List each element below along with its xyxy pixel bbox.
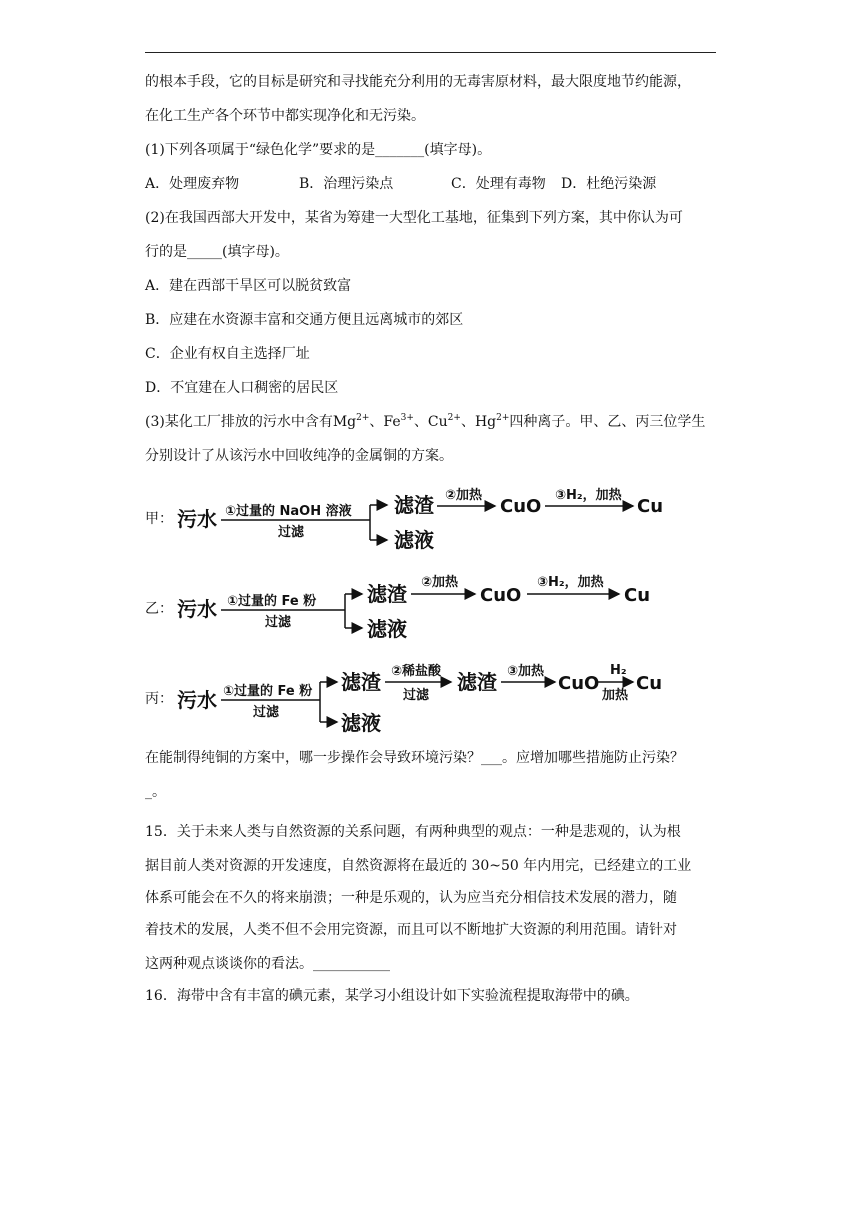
step-2-label: ②稀盐酸 <box>391 664 442 679</box>
option-c: C．企业有权自主选择厂址 <box>145 346 310 362</box>
step-2-label: ②加热 <box>445 488 483 503</box>
step-1-label: ①过量的 NaOH 溶液 <box>225 504 352 519</box>
start-node: 污水 <box>177 507 217 531</box>
cu-node: Cu <box>636 673 663 694</box>
scheme-label: 丙： <box>145 691 173 707</box>
step-3-label: ③H₂，加热 <box>537 575 604 590</box>
question-15: 15．关于未来人类与自然资源的关系问题，有两种典型的观点：一种是悲观的，认为根 <box>145 824 681 840</box>
text-line: 在化工生产各个环节中都实现净化和无污染。 <box>145 108 425 124</box>
question-16: 16．海带中含有丰富的碘元素，某学习小组设计如下实验流程提取海带中的碘。 <box>145 988 639 1004</box>
scheme-bing <box>145 652 705 738</box>
residue-node: 滤渣 <box>394 493 434 517</box>
cuo-node: CuO <box>558 673 600 694</box>
scheme-bing-diagram <box>145 652 705 738</box>
step-3-label: ③加热 <box>507 664 545 679</box>
step-1-under: 过滤 <box>265 615 292 630</box>
text-line: 据目前人类对资源的开发速度，自然资源将在最近的 30~50 年内用完，已经建立的工业 <box>145 858 692 874</box>
residue-2-node: 滤渣 <box>457 670 497 694</box>
cu-node: Cu <box>624 585 651 606</box>
header-rule <box>145 52 716 53</box>
scheme-label: 甲： <box>145 511 173 527</box>
question-1-options <box>145 174 656 194</box>
scheme-yi <box>145 566 705 646</box>
step-3-label: ③H₂，加热 <box>555 488 622 503</box>
option-a: A．处理废弃物 <box>145 176 240 192</box>
step-2-label: ②加热 <box>421 575 459 590</box>
text-line: 行的是_____(填字母)。 <box>145 244 289 260</box>
scheme-jia-diagram <box>145 478 705 558</box>
text-line: _。 <box>145 784 166 800</box>
start-node: 污水 <box>177 597 217 621</box>
step-4-bottom: 加热 <box>602 688 629 703</box>
scheme-label: 乙： <box>145 601 173 617</box>
cuo-node: CuO <box>480 585 522 606</box>
text-line: 体系可能会在不久的将来崩溃；一种是乐观的，认为应当充分相信技术发展的潜力，随 <box>145 890 677 906</box>
cuo-node: CuO <box>500 496 542 517</box>
option-d: D．不宜建在人口稠密的居民区 <box>145 380 339 396</box>
question-1: (1)下列各项属于“绿色化学”要求的是_______(填字母)。 <box>145 142 492 158</box>
text-line: 分别设计了从该污水中回收纯净的金属铜的方案。 <box>145 448 453 464</box>
cu-node: Cu <box>637 496 664 517</box>
filtrate-node: 滤液 <box>367 617 407 641</box>
residue-node: 滤渣 <box>341 670 381 694</box>
option-a: A．建在西部干旱区可以脱贫致富 <box>145 278 352 294</box>
step-2-under: 过滤 <box>403 688 430 703</box>
filtrate-node: 滤液 <box>394 528 434 552</box>
option-d: D．杜绝污染源 <box>561 176 657 192</box>
option-b: B．治理污染点 <box>299 176 394 192</box>
option-b: B．应建在水资源丰富和交通方便且远离城市的郊区 <box>145 312 464 328</box>
step-1-under: 过滤 <box>278 525 305 540</box>
question-3: (3)某化工厂排放的污水中含有$Mg^{2+}$、$Fe^{3+}$、$Cu^{2+}$、$Hg^{2+}$四种离子。甲、乙、丙三位学生 <box>145 413 706 430</box>
step-1-label: ①过量的 Fe 粉 <box>223 684 313 699</box>
option-c: C．处理有毒物 <box>451 176 546 192</box>
text-line: 的根本手段，它的目标是研究和寻找能充分利用的无毒害原材料，最大限度地节约能源， <box>145 74 691 90</box>
scheme-yi-diagram <box>145 566 705 646</box>
step-4-top: H₂ <box>610 663 627 678</box>
text-line: 在能制得纯铜的方案中，哪一步操作会导致环境污染？___。应增加哪些措施防止污染？ <box>145 750 684 766</box>
scheme-jia <box>145 478 705 558</box>
step-1-label: ①过量的 Fe 粉 <box>227 594 317 609</box>
question-2: (2)在我国西部大开发中，某省为筹建一大型化工基地，征集到下列方案，其中你认为可 <box>145 210 683 226</box>
start-node: 污水 <box>177 688 217 712</box>
residue-node: 滤渣 <box>367 582 407 606</box>
filtrate-node: 滤液 <box>341 711 381 735</box>
step-1-under: 过滤 <box>253 705 280 720</box>
text-line: 着技术的发展，人类不但不会用完资源，而且可以不断地扩大资源的利用范围。请针对 <box>145 922 677 938</box>
text-line: 这两种观点谈谈你的看法。___________ <box>145 956 390 972</box>
